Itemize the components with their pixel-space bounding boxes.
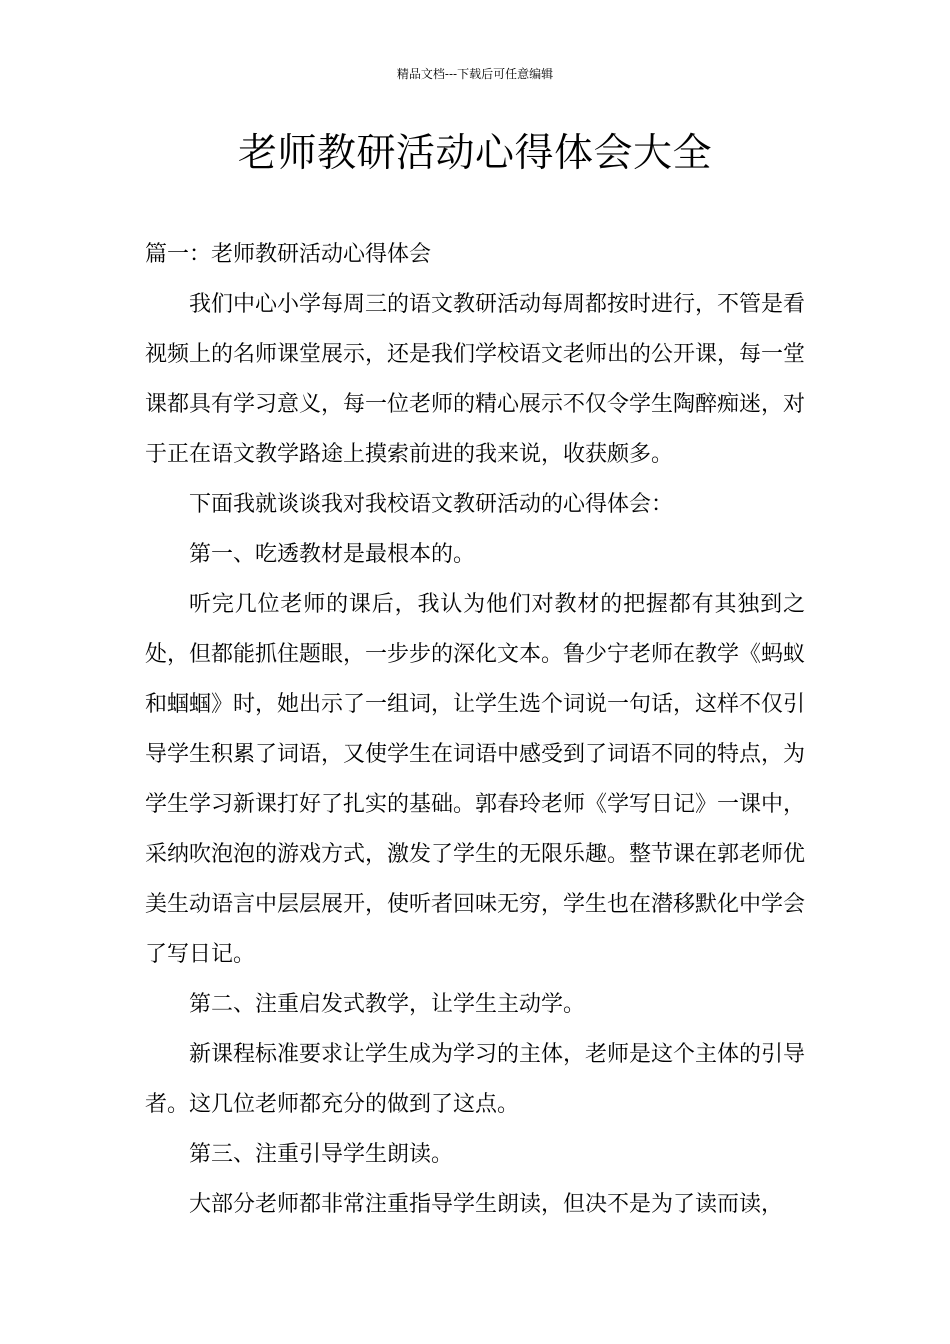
paragraph: 第三、注重引导学生朗读。: [189, 1142, 454, 1167]
document-title: 老师教研活动心得体会大全: [237, 131, 712, 176]
section-heading: 篇一：老师教研活动心得体会: [145, 242, 432, 267]
paragraph: 下面我就谈谈我对我校语文教研活动的心得体会：: [189, 492, 674, 517]
paragraph: 大部分老师都非常注重指导学生朗读，但决不是为了读而读，: [189, 1192, 784, 1217]
paragraph: 我们中心小学每周三的语文教研活动每周都按时进行，不管是看视频上的名师课堂展示，还是我们学校语文老师出的公开课，每一堂课都具有学习意义，每一位老师的精心展示不仅令学生陶醉痴迷，对于正在语文教学路途上摸索前进的我来说，收获颇多。: [145, 292, 806, 467]
paragraph: 第一、吃透教材是最根本的。: [189, 542, 476, 567]
paragraph: 听完几位老师的课后，我认为他们对教材的把握都有其独到之处，但都能抓住题眼，一步步的深化文本。鲁少宁老师在教学《蚂蚁和蝈蝈》时，她出示了一组词，让学生选个词说一句话，这样不仅引导学生积累了词语，又使学生在词语中感受到了词语不同的特点，为学生学习新课打好了扎实的基础。郭春玲老师《学写日记》一课中，采纳吹泡泡的游戏方式，激发了学生的无限乐趣。整节课在郭老师优美生动语言中层层展开，使听者回味无穷，学生也在潜移默化中学会了写日记。: [145, 592, 806, 967]
page-header: 精品文档---下载后可任意编辑: [396, 67, 554, 81]
document-body: [145, 230, 805, 1230]
paragraph: 第二、注重启发式教学，让学生主动学。: [189, 992, 586, 1017]
paragraph: 新课程标准要求让学生成为学习的主体，老师是这个主体的引导者。这几位老师都充分的做到了这点。: [145, 1042, 806, 1117]
